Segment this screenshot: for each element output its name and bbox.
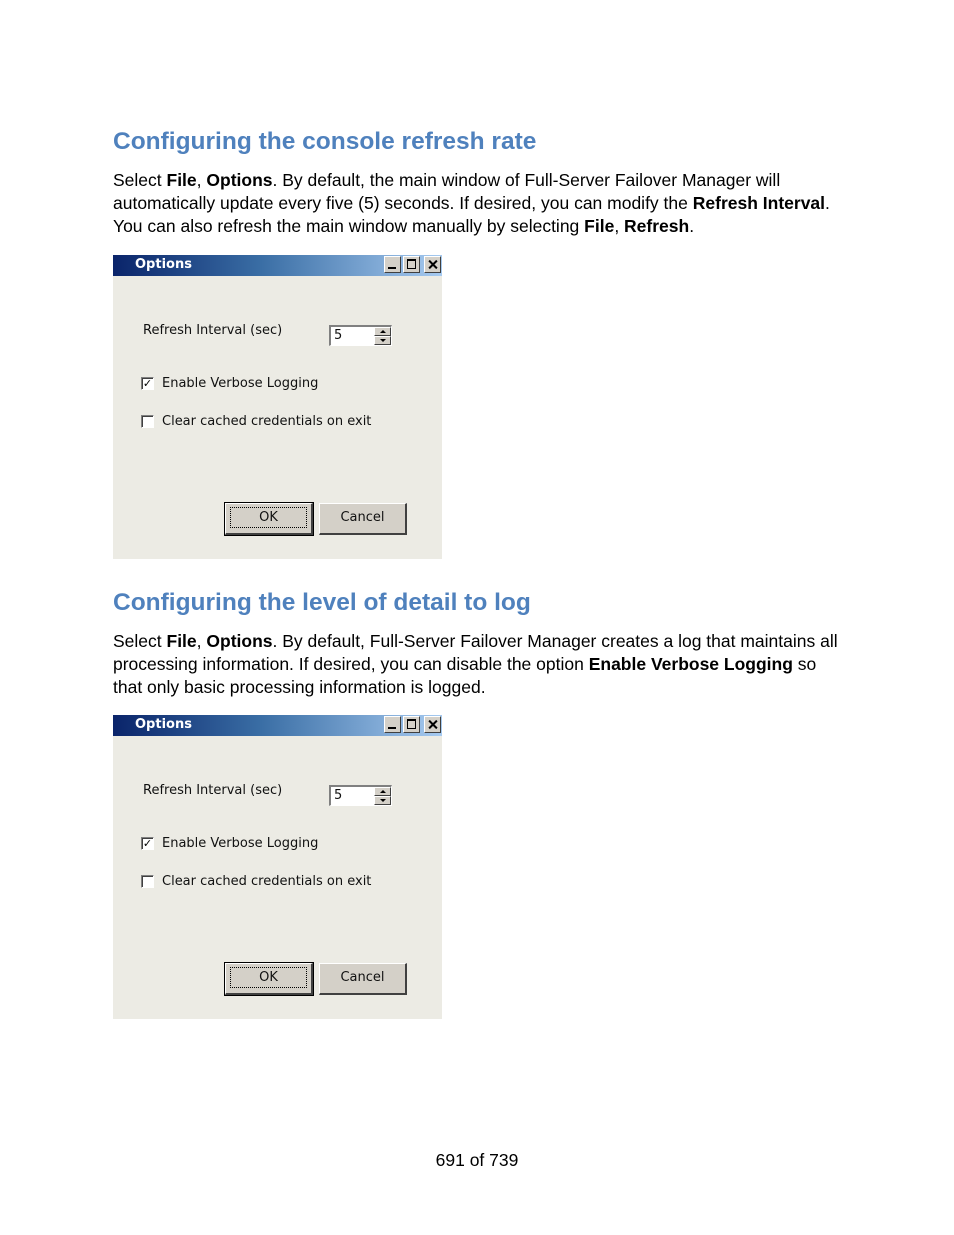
section-heading: Configuring the level of detail to log — [113, 589, 531, 616]
page-number: 691 of 739 — [435, 1150, 519, 1170]
maximize-icon[interactable] — [403, 716, 420, 733]
refresh-interval-stepper[interactable] — [329, 785, 392, 806]
cancel-button[interactable]: Cancel — [319, 503, 407, 535]
clear-credentials-checkbox[interactable] — [141, 415, 154, 428]
section-paragraph — [113, 630, 843, 699]
clear-credentials-label: Clear cached credentials on exit — [162, 414, 372, 429]
section-refresh-rate — [113, 127, 853, 238]
bold-term: File — [584, 216, 615, 236]
verbose-logging-label: Enable Verbose Logging — [162, 376, 319, 391]
verbose-logging-checkbox[interactable]: ✓ — [142, 377, 153, 390]
minimize-icon[interactable] — [384, 716, 401, 733]
bold-term: Options — [206, 631, 273, 651]
verbose-logging-label: Enable Verbose Logging — [162, 836, 319, 851]
verbose-logging-option[interactable] — [141, 836, 318, 851]
section-heading: Configuring the console refresh rate — [113, 128, 537, 155]
verbose-logging-checkbox[interactable]: ✓ — [142, 837, 153, 850]
spin-up-icon[interactable] — [374, 327, 391, 336]
refresh-interval-label: Refresh Interval (sec) — [143, 783, 283, 798]
spin-up-icon[interactable] — [374, 787, 391, 796]
refresh-interval-value[interactable]: 5 — [334, 788, 343, 803]
text-run: so that only basic processing information is logged. — [113, 654, 817, 697]
spin-down-icon[interactable] — [374, 796, 391, 805]
bold-term: Options — [206, 170, 273, 190]
text-run: . By default, Full-Server Failover Manager creates a log that maintains all processing information. If desired, you can disable the option — [113, 631, 838, 674]
options-dialog — [113, 715, 442, 1019]
close-icon[interactable] — [424, 716, 441, 733]
close-icon[interactable] — [424, 256, 441, 273]
clear-credentials-checkbox[interactable] — [141, 875, 154, 888]
ok-button[interactable] — [225, 963, 313, 995]
dialog-title: Options — [135, 257, 192, 272]
section-log-detail — [113, 588, 853, 699]
text-run: Select — [113, 170, 167, 190]
spin-down-icon[interactable] — [374, 336, 391, 345]
ok-button[interactable] — [225, 503, 313, 535]
text-run: Select — [113, 631, 167, 651]
bold-term: Refresh — [624, 216, 690, 236]
refresh-interval-stepper[interactable] — [329, 325, 392, 346]
bold-term: File — [166, 631, 197, 651]
text-run: . You can also refresh the main window manually by selecting — [113, 193, 830, 236]
clear-credentials-label: Clear cached credentials on exit — [162, 874, 372, 889]
text-run: . By default, the main window of Full-Server Failover Manager will automatically update every five (5) seconds. If desired, you can modify the — [113, 170, 781, 213]
section-paragraph — [113, 169, 843, 238]
options-dialog — [113, 255, 442, 559]
text-run: , — [614, 216, 625, 236]
ok-button-label: OK — [230, 507, 307, 528]
verbose-logging-option[interactable] — [141, 376, 318, 391]
refresh-interval-label: Refresh Interval (sec) — [143, 323, 283, 338]
dialog-titlebar[interactable] — [113, 255, 442, 276]
bold-term: Refresh Interval — [692, 193, 826, 213]
bold-term: Enable Verbose Logging — [588, 654, 793, 674]
cancel-button[interactable]: Cancel — [319, 963, 407, 995]
maximize-icon[interactable] — [403, 256, 420, 273]
ok-button-label: OK — [230, 967, 307, 988]
minimize-icon[interactable] — [384, 256, 401, 273]
text-run: , — [196, 170, 207, 190]
text-run: , — [196, 631, 207, 651]
dialog-title: Options — [135, 717, 192, 732]
clear-credentials-option[interactable] — [141, 874, 371, 889]
bold-term: File — [166, 170, 197, 190]
text-run: . — [689, 216, 695, 236]
clear-credentials-option[interactable] — [141, 414, 371, 429]
refresh-interval-value[interactable]: 5 — [334, 328, 343, 343]
dialog-titlebar[interactable] — [113, 715, 442, 736]
